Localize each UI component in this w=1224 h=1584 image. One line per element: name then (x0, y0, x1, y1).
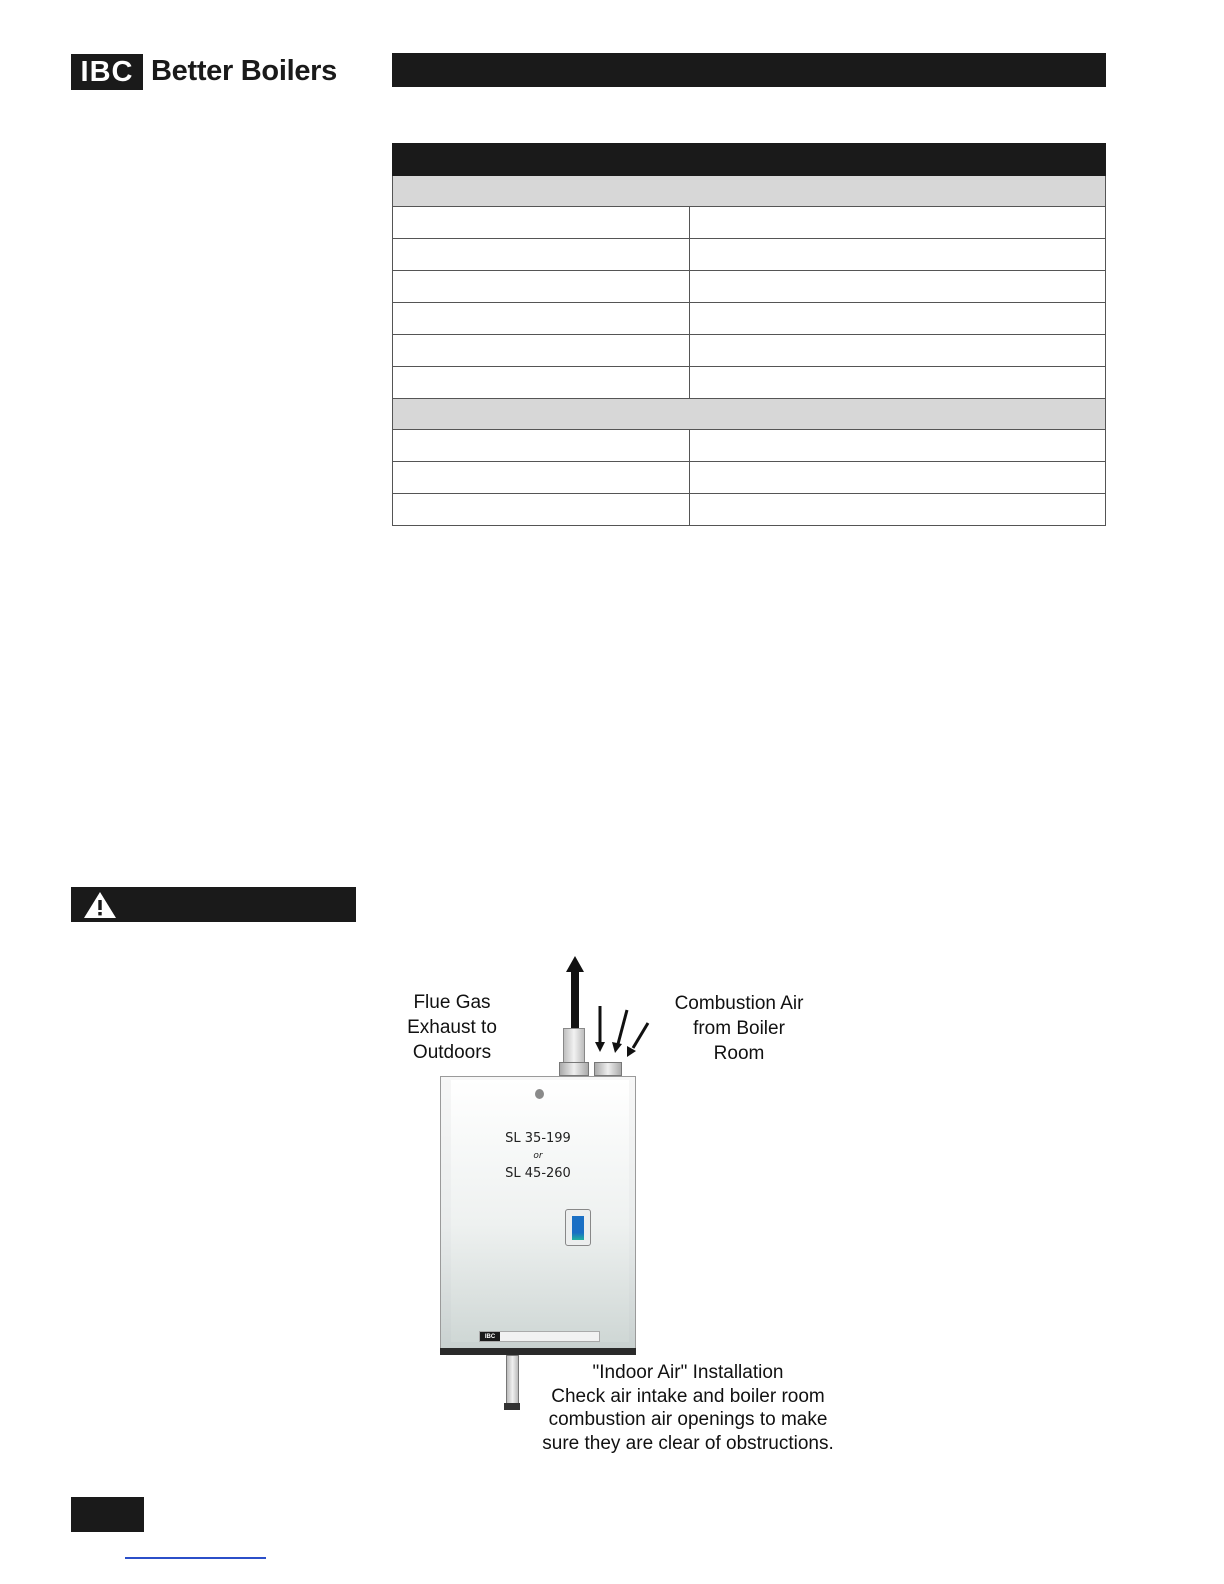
boiler-base (440, 1348, 636, 1355)
model-name-2: SL 45-260 (505, 1166, 571, 1181)
table-header (392, 143, 1106, 176)
table-row (392, 367, 1106, 399)
caption-line: "Indoor Air" Installation (592, 1362, 784, 1383)
caption-line: Check air intake and boiler room (551, 1385, 825, 1407)
model-name-1: SL 35-199 (505, 1131, 571, 1146)
label-line: Outdoors (412, 1042, 492, 1063)
table-cell (690, 207, 1105, 238)
exhaust-collar (559, 1062, 589, 1076)
table-cell (393, 303, 690, 334)
table-cell (690, 430, 1105, 461)
table-row (392, 335, 1106, 367)
table-cell (690, 303, 1105, 334)
caption-line: combustion air openings to make (548, 1409, 828, 1430)
boiler-front-panel (451, 1080, 629, 1342)
condensate-drain (506, 1355, 519, 1405)
model-or: or (533, 1151, 543, 1161)
table-cell (690, 462, 1105, 493)
table-cell (393, 367, 690, 398)
table-cell (393, 239, 690, 270)
table-row (392, 239, 1106, 271)
table-row (392, 430, 1106, 462)
label-line: Room (713, 1043, 765, 1064)
table-cell (690, 271, 1105, 302)
table-row (392, 271, 1106, 303)
table-cell (690, 494, 1105, 525)
label-line: Combustion Air (674, 993, 804, 1014)
table-row (392, 462, 1106, 494)
table-cell (393, 494, 690, 525)
table-cell (393, 462, 690, 493)
screw-icon (535, 1089, 544, 1099)
combustion-air-label (652, 991, 826, 1066)
table-row (392, 207, 1106, 239)
table-cell (690, 335, 1105, 366)
table-cell (690, 239, 1105, 270)
table-row (392, 303, 1106, 335)
intake-arrow-icon (595, 1006, 648, 1057)
header-title-bar (392, 53, 1106, 87)
warning-triangle-icon (83, 891, 117, 919)
figure-caption (526, 1361, 850, 1455)
intake-collar (594, 1062, 622, 1076)
spec-table (392, 143, 1106, 526)
exhaust-arrow-icon (566, 956, 584, 1028)
display-screen (565, 1209, 591, 1246)
table-cell (393, 430, 690, 461)
brand-name: Better Boilers (151, 55, 337, 87)
drain-cap (504, 1403, 520, 1410)
label-line: from Boiler (693, 1018, 785, 1039)
ibc-logo-mark: IBC (71, 54, 143, 90)
caption-line: sure they are clear of obstructions. (542, 1432, 834, 1454)
footer-link[interactable] (125, 1557, 266, 1559)
table-section-header (392, 176, 1106, 207)
mini-ibc-logo: IBC (480, 1332, 500, 1341)
table-cell (690, 367, 1105, 398)
label-line: Flue Gas (413, 992, 491, 1013)
warning-banner (71, 887, 356, 922)
table-row (392, 494, 1106, 526)
table-cell (393, 271, 690, 302)
label-line: Exhaust to (407, 1017, 497, 1038)
table-cell (393, 335, 690, 366)
table-cell (393, 207, 690, 238)
flue-gas-label (392, 990, 512, 1065)
page-number-box (71, 1497, 144, 1532)
display-screen-glass (572, 1216, 584, 1240)
table-section-header (392, 399, 1106, 430)
